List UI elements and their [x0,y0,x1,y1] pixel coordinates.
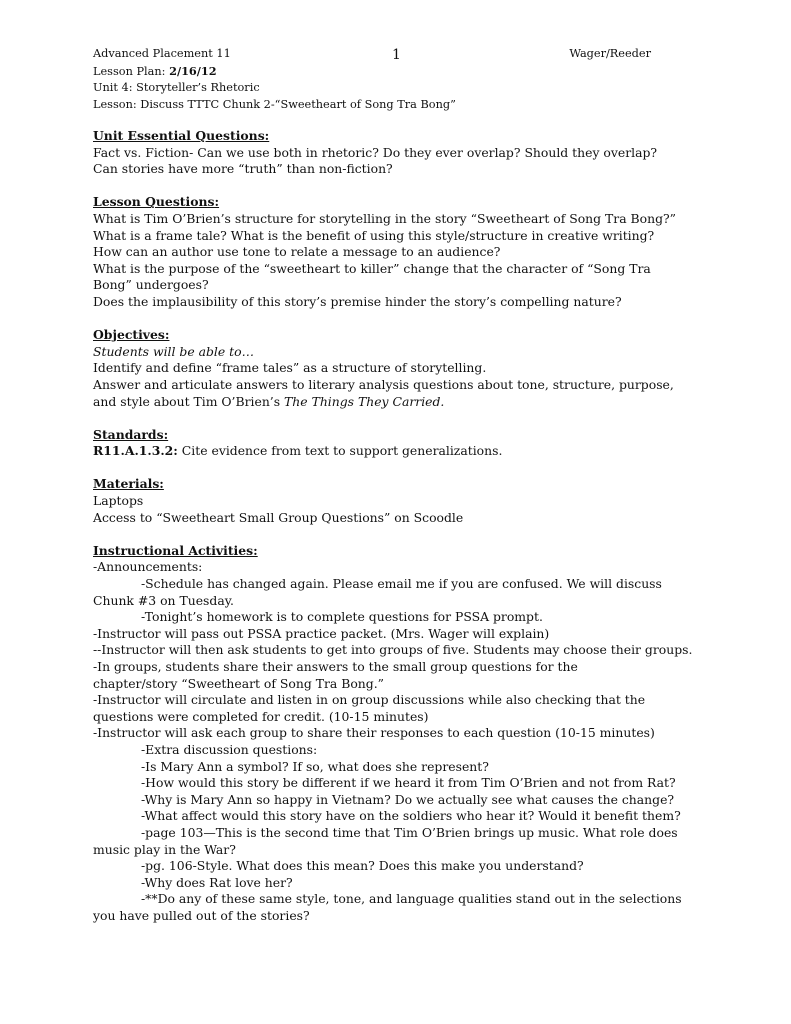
discussion-question: -pg. 106-Style. What does this mean? Does this make you understand? [141,858,584,874]
lesson-plan-page [93,46,703,941]
lesson-question: What is a frame tale? What is the benefit of using this style/structure in creative writing? [93,227,655,243]
lesson-line: Lesson: Discuss TTTC Chunk 2-“Sweetheart of Song Tra Bong” [93,97,456,111]
activity-item: -Extra discussion questions: [141,741,318,757]
document-body [93,128,703,925]
activity-item: -Schedule has changed again. Please email me if you are confused. We will discuss Chunk #3 on Tuesday. [93,576,662,608]
section-heading: Lesson Questions: [93,194,220,210]
section-heading: Materials: [93,476,164,492]
unit-essential-questions-section [93,128,703,178]
materials-section [93,476,703,526]
unit-line: Unit 4: Storyteller’s Rhetoric [93,81,260,94]
course-name: Advanced Placement 11 [93,47,231,60]
document-header [93,46,703,112]
lesson-question: Does the implausibility of this story’s premise hinder the story’s compelling nature? [93,293,622,309]
essential-question: Can stories have more “truth” than non-fiction? [93,161,393,177]
objective-item [93,377,688,410]
lesson-plan-line [93,63,703,81]
section-heading: Unit Essential Questions: [93,128,270,143]
objectives-intro: Students will be able to… [93,343,254,359]
objectives-section [93,327,703,410]
discussion-question: -**Do any of these same style, tone, and language qualities stand out in the selections you have pulled out of the stories? [93,891,682,923]
section-heading: Standards: [93,426,169,442]
activity-item: -Tonight’s homework is to complete questions for PSSA prompt. [141,609,543,625]
lesson-plan-date: 2/16/12 [169,63,217,78]
discussion-question: -page 103—This is the second time that Tim O’Brien brings up music. What role does music play in the War? [93,824,678,857]
standard-code: R11.A.1.3.2: [93,443,178,459]
activity-item: -In groups, students share their answers to the small group questions for the chapter/story “Sweetheart of Song Tra Bong.” [93,659,578,691]
activity-item: -Instructor will ask each group to share their responses to each question (10-15 minutes) [93,725,655,741]
book-title: The Things They Carried. [284,393,445,409]
discussion-question: -What affect would this story have on the soldiers who hear it? Would it benefit them? [141,808,681,824]
discussion-question: -Is Mary Ann a symbol? If so, what does she represent? [141,758,489,774]
material-item: Laptops [93,493,144,509]
discussion-question: -How would this story be different if we heard it from Tim O’Brien and not from Rat? [141,775,676,791]
page-number: 1 [392,47,401,63]
lesson-question: What is Tim O’Brien’s structure for storytelling in the story “Sweetheart of Song Tra Bong?” [93,210,676,226]
activity-item: --Instructor will then ask students to get into groups of five. Students may choose their groups. [93,642,693,658]
authors: Wager/Reeder [569,47,651,60]
lesson-plan-label: Lesson Plan: [93,64,170,78]
activity-item: -Instructor will circulate and listen in on group discussions while also checking that the questions were completed for credit. (10-15 minutes) [93,692,646,724]
standard-text: Cite evidence from text to support generalizations. [177,443,503,459]
objective-item: Identify and define “frame tales” as a structure of storytelling. [93,360,487,376]
activity-item: -Announcements: [93,559,203,575]
lesson-question: How can an author use tone to relate a message to an audience? [93,244,501,260]
section-heading: Instructional Activities: [93,542,258,558]
standards-section [93,427,703,460]
activity-item: -Instructor will pass out PSSA practice packet. (Mrs. Wager will explain) [93,625,550,641]
discussion-question: -Why does Rat love her? [141,874,293,890]
lesson-questions-section [93,194,703,310]
lesson-question: What is the purpose of the “sweetheart to killer” change that the character of “Song Tra Bong” undergoes? [93,260,651,293]
standard-item [93,443,703,460]
instructional-activities-section [93,543,703,925]
objective-text: Answer and articulate answers to literary analysis questions about tone, structure, purpose, and style about Tim O’Brien’s [93,376,674,409]
discussion-question: -Why is Mary Ann so happy in Vietnam? Do we actually see what causes the change? [141,791,675,807]
section-heading: Objectives: [93,327,170,343]
essential-question: Fact vs. Fiction- Can we use both in rhetoric? Do they ever overlap? Should they overlap? [93,144,658,160]
material-item: Access to “Sweetheart Small Group Questions” on Scoodle [93,509,464,525]
